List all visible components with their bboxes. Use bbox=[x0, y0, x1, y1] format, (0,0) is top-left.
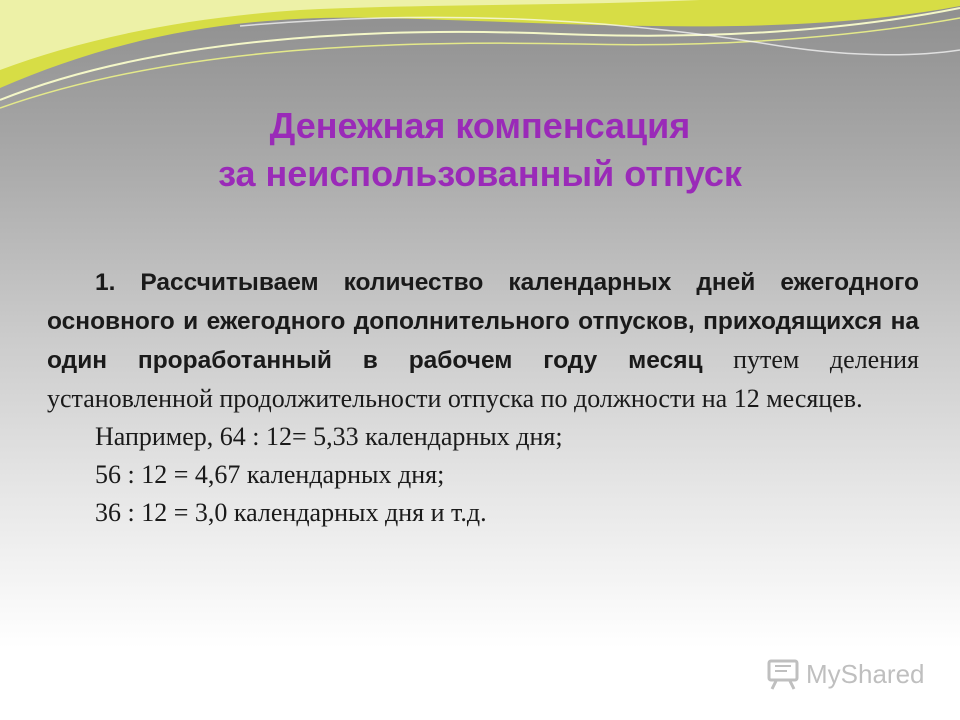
example-line-3: 36 : 12 = 3,0 календарных дня и т.д. bbox=[95, 498, 487, 527]
slide-title-line-1: Денежная компенсация bbox=[269, 105, 691, 146]
myshared-watermark bbox=[766, 654, 925, 694]
yellow-ribbon-decoration bbox=[0, 0, 960, 120]
paragraph-bold-part: 1. Рассчитываем количество календарных дней ежегодного основного и ежегодного дополнительного отпусков, приходящихся на один проработанный в рабочем году месяц bbox=[47, 269, 919, 374]
presentation-board-icon bbox=[766, 657, 800, 691]
watermark-text: MyShared bbox=[806, 658, 925, 689]
example-line-1: Например, 64 : 12= 5,33 календарных дня; bbox=[95, 422, 563, 451]
slide-body bbox=[47, 263, 919, 532]
slide-title-line-2: за неиспользованный отпуск bbox=[218, 153, 742, 194]
main-paragraph bbox=[47, 263, 919, 418]
paragraph-normal-part: путем деления установленной продолжительности отпуска по должности на 12 месяцев. bbox=[47, 345, 920, 413]
example-line-2: 56 : 12 = 4,67 календарных дня; bbox=[95, 460, 445, 489]
